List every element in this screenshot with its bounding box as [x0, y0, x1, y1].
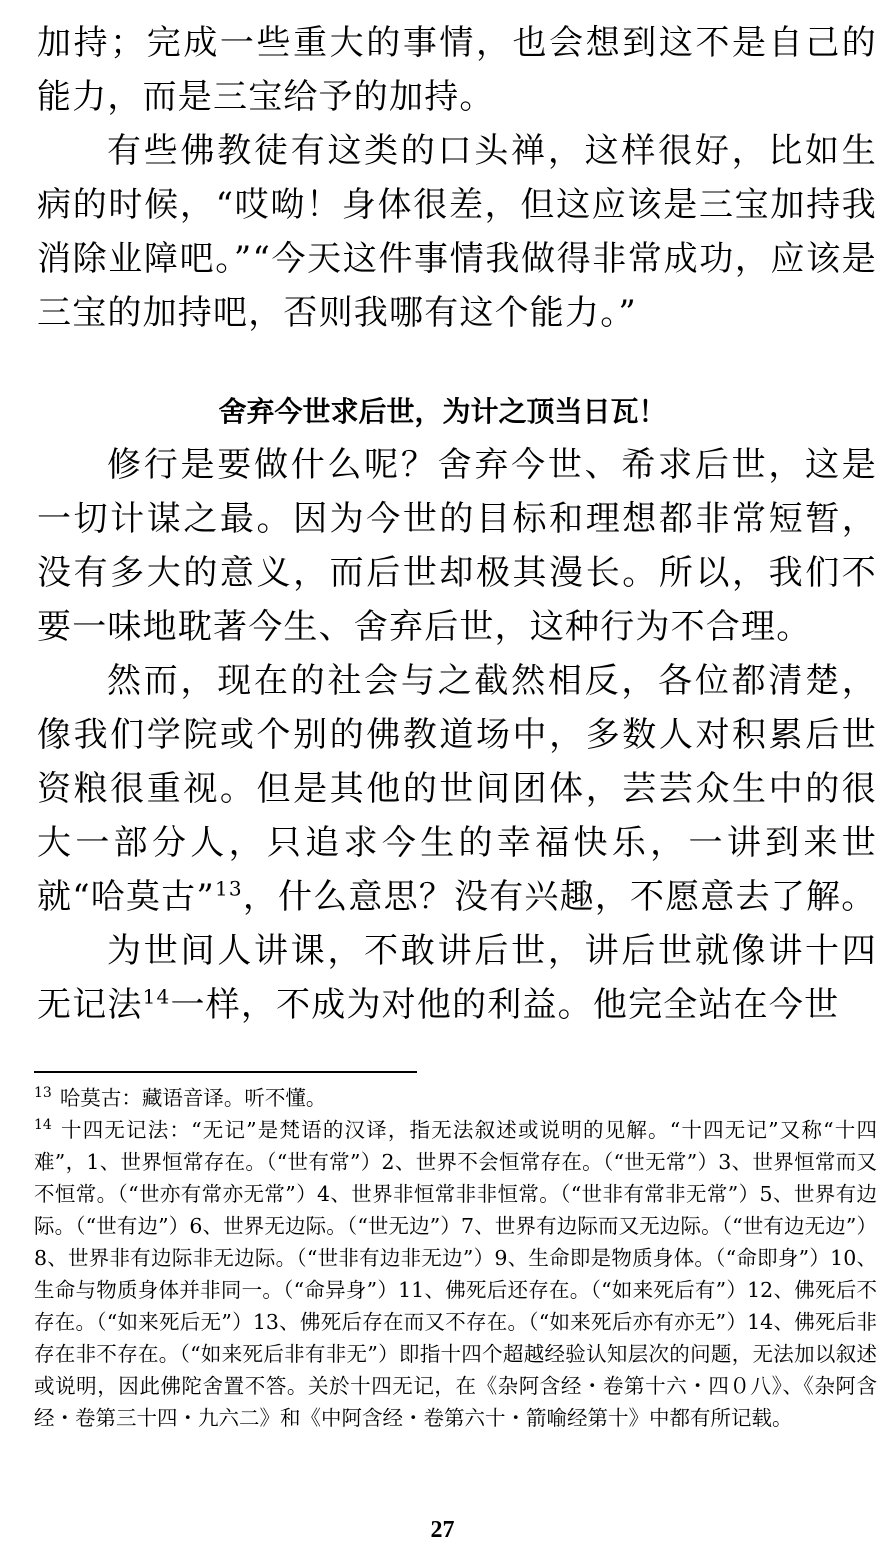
paragraph-teaching-text: 为世间人讲课，不敢讲后世，讲后世就像讲十四无记法: [37, 931, 877, 1025]
footnote-14: [34, 1114, 877, 1434]
paragraph-society-text-end: ，什么意思？没有兴趣，不愿意去了解。: [242, 877, 877, 917]
footnote-ref-13[interactable]: 13: [214, 876, 243, 901]
paragraph-teaching: [37, 924, 877, 1032]
footnote-mark: 13: [34, 1085, 52, 1102]
paragraph-society: [37, 654, 877, 924]
top-text-block: [37, 16, 877, 340]
paragraph-teaching-text-end: 一样，不成为对他的利益。他完全站在今世: [170, 985, 840, 1025]
footnotes: [34, 1082, 877, 1434]
footnote-text: 哈莫古：藏语音译。听不懂。: [59, 1086, 327, 1110]
footnote-text: 十四无记法：“无记”是梵语的汉译，指无法叙述或说明的见解。“十四无记”又称“十四难”，1、世界恒常存在。（“世有常”）2、世界不会恒常存在。（“世无常”）3、世界恒常而又不恒常。（“世亦有常亦无常”）4、世界非恒常非非恒常。（“世非有常非无常”）5、世界有边际。（“世有边”）6、世界无边际。（“世无边”）7、世界有边际而又无边际。（“世有边无边”）8、世界非有边际非无边际。（“世非有边非无边”）9、生命即是物质身体。（“命即身”）10、生命与物质身体并非同一。（“命异身”）11、佛死后还存在。（“如来死后有”）12、佛死后不存在。（“如来死后无”）13、佛死后存在而又不存在。（“如来死后亦有亦无”）14、佛死后非存在非不存在。（“如来死后非有非无”）即指十四个超越经验认知层次的问题，无法加以叙述或说明，因此佛陀舍置不答。关於十四无记，在《杂阿含经・卷第十六・四０八》、《杂阿含经・卷第三十四・九六二》和《中阿含经・卷第六十・箭喻经第十》中都有所记载。: [34, 1118, 877, 1430]
paragraph-society-text: 然而，现在的社会与之截然相反，各位都清楚，像我们学院或个别的佛教道场中，多数人对积累后世资粮很重视。但是其他的世间团体，芸芸众生中的很大一部分人，只追求今生的幸福快乐，一讲到来世就“哈莫古”: [37, 661, 877, 917]
paragraph-continued: 加持；完成一些重大的事情，也会想到这不是自己的能力，而是三宝给予的加持。: [37, 23, 877, 117]
section-heading: 舍弃今世求后世，为计之顶当日瓦！: [218, 395, 667, 428]
footnote-13: [34, 1082, 877, 1114]
paragraph-practice: 修行是要做什么呢？舍弃今世、希求后世，这是一切计谋之最。因为今世的目标和理想都非常短暂，没有多大的意义，而后世却极其漫长。所以，我们不要一味地耽著今生、舍弃后世，这种行为不合理。: [37, 445, 877, 647]
paragraph-mantra: 有些佛教徒有这类的口头禅，这样很好，比如生病的时候，“哎呦！身体很差，但这应该是三宝加持我消除业障吧。”“今天这件事情我做得非常成功，应该是三宝的加持吧，否则我哪有这个能力。”: [37, 131, 877, 333]
footnote-mark: 14: [34, 1117, 52, 1134]
footnote-ref-14[interactable]: 14: [142, 984, 171, 1009]
section-text-block: [37, 438, 877, 1032]
footnote-divider: [34, 1071, 417, 1073]
page-number: 27: [430, 1517, 455, 1543]
